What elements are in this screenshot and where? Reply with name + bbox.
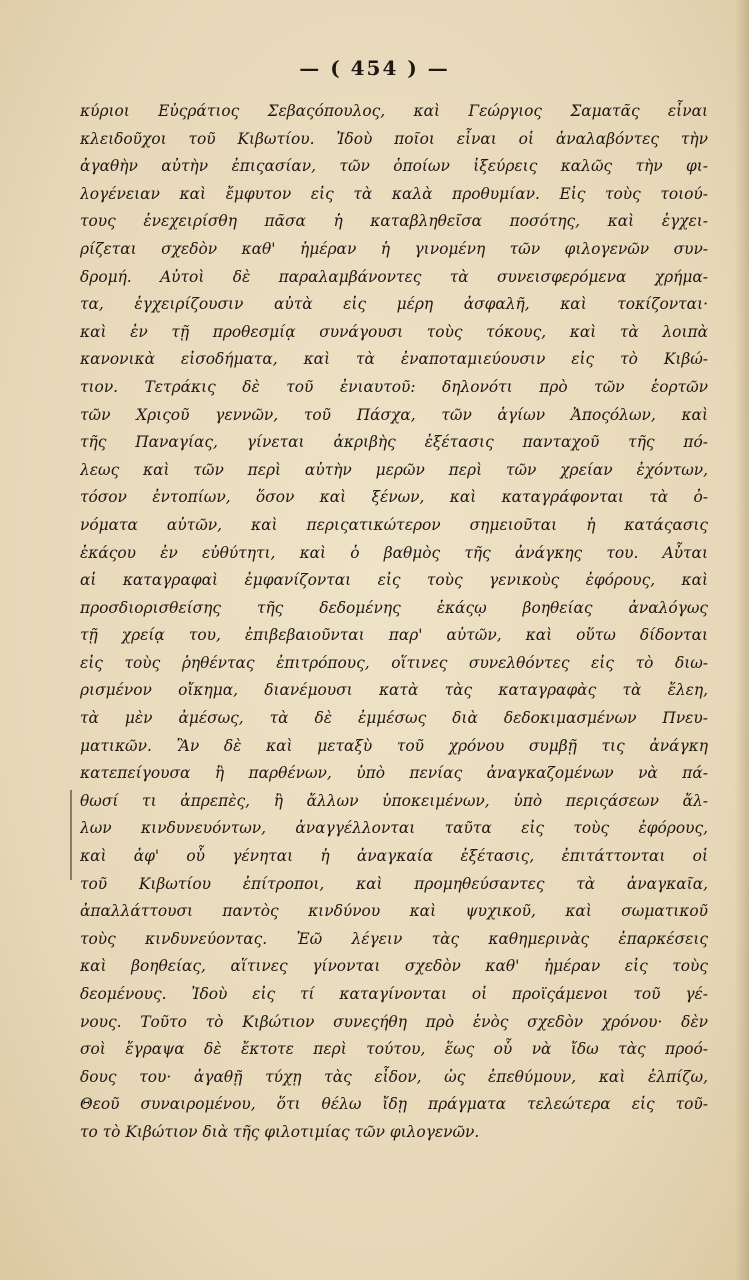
text-line-last: το τὸ Κιβώτιον διὰ τῆς φιλοτιμίας τῶν φιλογενῶν. <box>80 1122 480 1141</box>
text-line: σοὶ ἔγραψα δὲ ἔκτοτε περὶ τούτου, ἕως οὗ νὰ ἴδω τὰς προό- <box>80 1040 708 1059</box>
text-line: καὶ ἐν τῇ προθεσμίᾳ συνάγουσι τοὺς τόκους, καὶ τὰ λοιπὰ <box>80 322 708 341</box>
text-line: εἰς τοὺς ῥηθέντας ἐπιτρόπους, οἵτινες συνελθόντες εἰς τὸ διω- <box>80 653 708 672</box>
text-line: ρίζεται σχεδὸν καθ' ἡμέραν ἡ γινομένη τῶν φιλογενῶν συν- <box>80 239 708 258</box>
text-line: θωσί τι ἀπρεπὲς, ἢ ἄλλων ὑποκειμένων, ὑπὸ περιςάσεων ἄλ- <box>80 791 708 810</box>
text-line: κανονικὰ εἰσοδήματα, καὶ τὰ ἐναποταμιεύουσιν εἰς τὸ Κιβώ- <box>80 350 708 369</box>
text-line: κλειδοῦχοι τοῦ Κιβωτίου. Ἰδοὺ ποῖοι εἶναι οἱ ἀναλαβόντες τὴν <box>80 129 708 148</box>
text-line: ἀπαλλάττουσι παντὸς κινδύνου καὶ ψυχικοῦ, καὶ σωματικοῦ <box>80 902 708 921</box>
text-line: τὰ μὲν ἀμέσως, τὰ δὲ ἐμμέσως διὰ δεδοκιμασμένων Πνευ- <box>80 709 708 728</box>
text-line: δρομή. Αὐτοὶ δὲ παραλαμβάνοντες τὰ συνεισφερόμενα χρήμα- <box>80 267 708 286</box>
margin-mark <box>70 790 72 880</box>
text-line: προσδιορισθείσης τῆς δεδομένης ἑκάςῳ βοηθείας ἀναλόγως <box>80 598 708 617</box>
body-text <box>80 98 708 1147</box>
text-line: δεομένους. Ἰδοὺ εἰς τί καταγίνονται οἱ προϊςάμενοι τοῦ γέ- <box>80 985 708 1003</box>
text-line: τόσον ἐντοπίων, ὅσον καὶ ξένων, καὶ καταγράφονται τὰ ὀ- <box>80 488 708 507</box>
text-line: ἀγαθὴν αὐτὴν ἐπιςασίαν, τῶν ὁποίων ἰξεύρεις καλῶς τὴν φι- <box>80 157 708 176</box>
text-line: τους ἐνεχειρίσθη πᾶσα ἡ καταβληθεῖσα ποσότης, καὶ ἐγχει- <box>80 212 708 231</box>
text-line: λεως καὶ τῶν περὶ αὐτὴν μερῶν περὶ τῶν χρείαν ἐχόντων, <box>80 460 708 479</box>
text-line: τοῦ Κιβωτίου ἐπίτροποι, καὶ προμηθεύσαντες τὰ ἀναγκαῖα, <box>80 874 708 893</box>
text-line: κατεπείγουσα ἢ παρθένων, ὑπὸ πενίας ἀναγκαζομένων νὰ πά- <box>80 764 708 783</box>
text-line: ρισμένον οἴκημα, διανέμουσι κατὰ τὰς καταγραφὰς τὰ ἔλεη, <box>80 681 708 700</box>
page-number: — ( 454 ) — <box>299 56 450 80</box>
text-line: ματικῶν. Ἂν δὲ καὶ μεταξὺ τοῦ χρόνου συμβῇ τις ἀνάγκη <box>80 736 708 755</box>
text-line: δους του· ἀγαθῇ τύχῃ τὰς εἶδον, ὡς ἐπεθύμουν, καὶ ἐλπίζω, <box>80 1067 708 1086</box>
text-line: τα, ἐγχειρίζουσιν αὐτὰ εἰς μέρη ἀσφαλῆ, καὶ τοκίζονται· <box>80 295 708 314</box>
text-line: τιον. Τετράκις δὲ τοῦ ἐνιαυτοῦ: δηλονότι πρὸ τῶν ἑορτῶν <box>80 377 708 396</box>
text-line: κύριοι Εὐςράτιος Σεβαςόπουλος, καὶ Γεώργιος Σαματᾶς εἶναι <box>80 102 708 120</box>
text-line: αἱ καταγραφαὶ ἐμφανίζονται εἰς τοὺς γενικοὺς ἐφόρους, καὶ <box>80 571 708 590</box>
text-line: τῶν Χριςοῦ γεννῶν, τοῦ Πάσχα, τῶν ἁγίων Ἀποςόλων, καὶ <box>80 405 708 424</box>
text-line: τῇ χρείᾳ του, ἐπιβεβαιοῦνται παρ' αὐτῶν, καὶ οὕτω δίδονται <box>80 626 708 645</box>
text-line: λων κινδυνευόντων, ἀναγγέλλονται ταῦτα εἰς τοὺς ἐφόρους, <box>80 819 708 838</box>
text-line: νόματα αὐτῶν, καὶ περιςατικώτερον σημειοῦται ἡ κατάςασις <box>80 515 708 534</box>
text-line: ἑκάςου ἐν εὐθύτητι, καὶ ὁ βαθμὸς τῆς ἀνάγκης του. Αὗται <box>80 543 708 562</box>
text-line: Θεοῦ συναιρομένου, ὅτι θέλω ἴδῃ πράγματα τελεώτερα εἰς τοῦ- <box>80 1095 708 1114</box>
text-line: τῆς Παναγίας, γίνεται ἀκριβὴς ἐξέτασις πανταχοῦ τῆς πό- <box>80 433 708 452</box>
text-line: καὶ βοηθείας, αἵτινες γίνονται σχεδὸν καθ' ἡμέραν εἰς τοὺς <box>80 957 708 976</box>
text-line: καὶ ἀφ' οὗ γένηται ἡ ἀναγκαία ἐξέτασις, ἐπιτάττονται οἱ <box>80 847 708 866</box>
text-line: τοὺς κινδυνεύοντας. Ἐῶ λέγειν τὰς καθημερινὰς ἐπαρκέσεις <box>80 929 708 948</box>
text-line: λογένειαν καὶ ἔμφυτον εἰς τὰ καλὰ προθυμίαν. Εἰς τοὺς τοιού- <box>80 184 708 203</box>
text-line: νους. Τοῦτο τὸ Κιβώτιον συνεςήθη πρὸ ἑνὸς σχεδὸν χρόνου· δὲν <box>80 1012 708 1031</box>
page-edge-shadow <box>735 0 749 1280</box>
